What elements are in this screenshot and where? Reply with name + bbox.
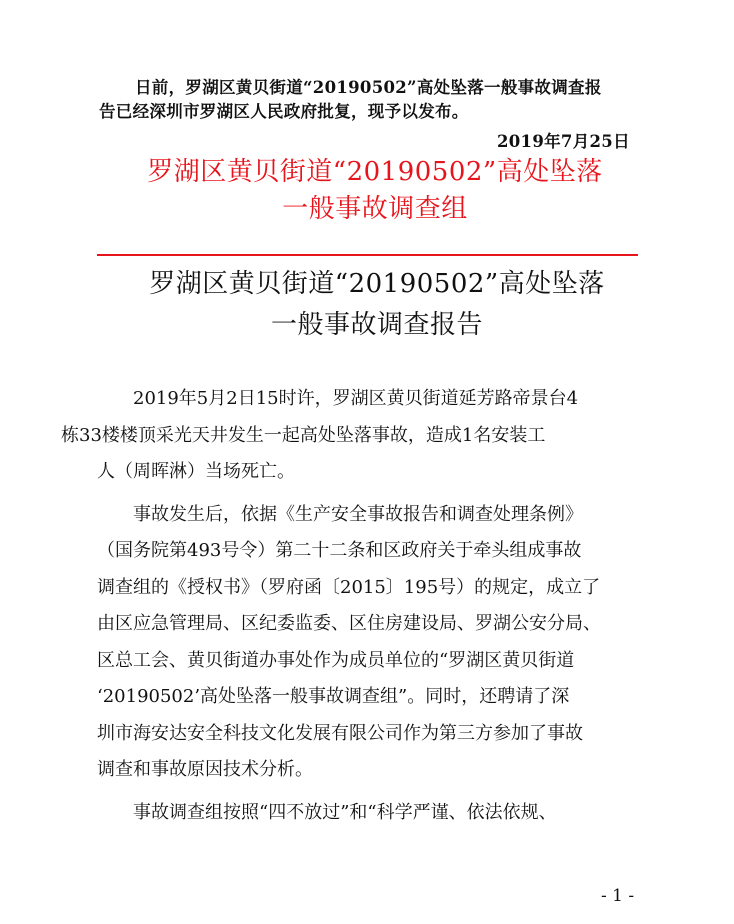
paragraph-line: 人（周晖淋）当场死亡。 xyxy=(97,461,295,482)
investigation-group-name-line-1: 罗湖区黄贝街道“20190502”高处坠落 xyxy=(147,157,603,187)
page-number: - 1 - xyxy=(601,886,635,906)
paragraph-3 xyxy=(97,795,638,832)
paragraph-line: ‘20190502’高处坠落一般事故调查组”。同时，还聘请了深 xyxy=(97,686,570,707)
paragraph-line: 事故调查组按照“四不放过”和“科学严谨、依法依规、 xyxy=(133,801,557,823)
report-title-line-1: 罗湖区黄贝街道“20190502”高处坠落 xyxy=(149,269,605,299)
notice-date: 2019年7月25日 xyxy=(497,132,630,151)
paragraph-line: （国务院第493号令）第二十二条和区政府关于牵头组成事故 xyxy=(97,540,582,561)
red-divider xyxy=(97,254,638,256)
paragraph-2 xyxy=(97,497,638,789)
paragraph-line: 调查组的《授权书》（罗府函〔2015〕195号）的规定，成立了 xyxy=(97,576,601,598)
paragraph-line: 区总工会、黄贝街道办事处作为成员单位的“罗湖区黄贝街道 xyxy=(97,649,575,671)
paragraph-line: 2019年5月2日15时许，罗湖区黄贝街道延芳路帝景台4 xyxy=(133,388,579,409)
paragraph-line: 由区应急管理局、区纪委监委、区住房建设局、罗湖公安分局、 xyxy=(97,613,601,634)
notice-line-1: 日前，罗湖区黄贝街道“20190502”高处坠落一般事故调查报 xyxy=(135,78,602,97)
paragraph-line: 圳市海安达安全科技文化发展有限公司作为第三方参加了事故 xyxy=(97,722,583,744)
paragraph-line: 事故发生后，依据《生产安全事故报告和调查处理条例》 xyxy=(133,503,583,525)
investigation-group-name-line-2: 一般事故调查组 xyxy=(282,194,468,224)
report-body xyxy=(61,381,638,837)
paragraph-1 xyxy=(61,381,638,491)
paragraph-line: 栋33楼楼顶采光天井发生一起高处坠落事故，造成1名安装工 xyxy=(61,424,546,446)
publication-notice xyxy=(99,76,647,124)
notice-line-2: 告已经深圳市罗湖区人民政府批复，现予以发布。 xyxy=(99,102,469,121)
report-title-line-2: 一般事故调查报告 xyxy=(270,310,483,340)
paragraph-line: 调查和事故原因技术分析。 xyxy=(97,759,313,780)
